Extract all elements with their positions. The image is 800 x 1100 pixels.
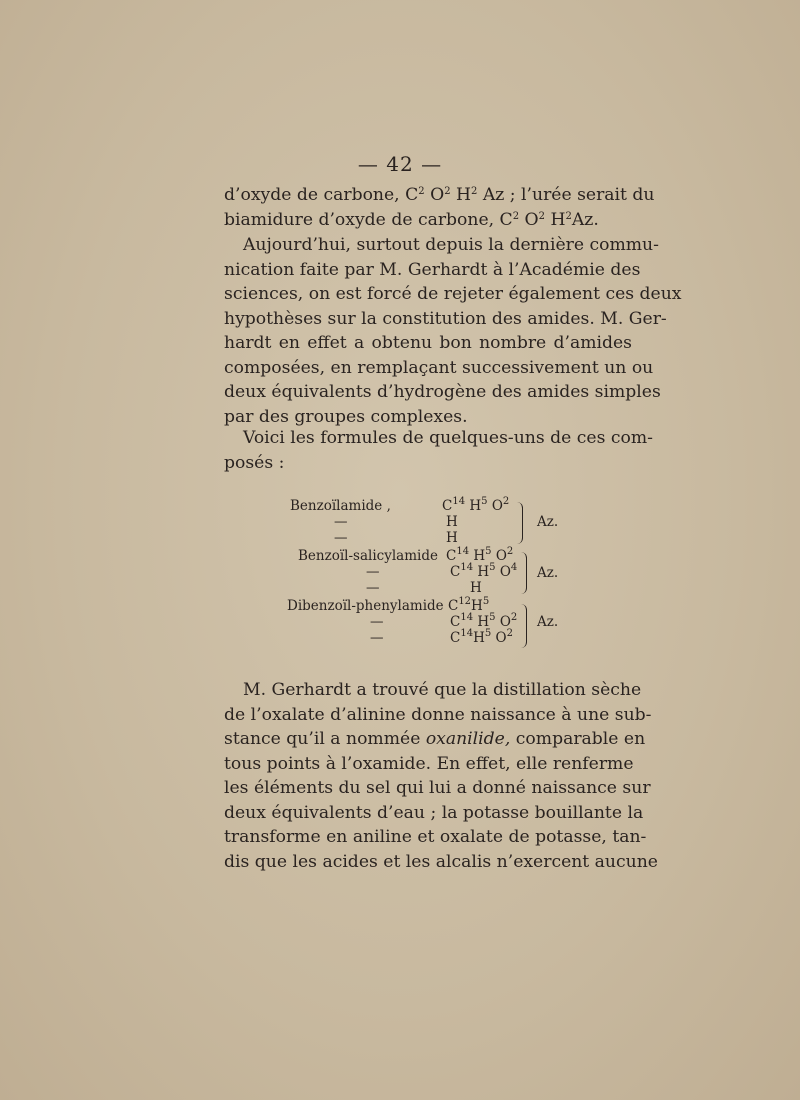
ditto-dash: — <box>334 530 348 546</box>
ditto-dash: — <box>370 630 384 646</box>
text-line: hardt en effet a obtenu bon nombre d’amides <box>224 333 632 353</box>
ditto-dash: — <box>366 564 380 580</box>
brace <box>518 552 527 594</box>
formula-row: $C^{14}H^5$ $O^2$ <box>450 628 513 646</box>
text-line: tous points à l’oxamide. En effet, elle renferme <box>224 753 634 774</box>
text-line: Voici les formules de quelques-uns de ces com- <box>243 428 653 448</box>
formula-name: Dibenzoïl-phenylamide $C^{12}H^5$ <box>287 596 490 614</box>
formula-row: $C^{14}$ $H^5$ $O^4$ <box>450 562 518 580</box>
formula-row: $C^{14}$ $H^5$ $O^2$ <box>442 496 510 514</box>
italic-term: oxanilide, <box>425 729 511 749</box>
text-line: transforme en aniline et oxalate de potasse, tan- <box>224 827 647 847</box>
text-line: Aujourd’hui, surtout depuis la dernière commu- <box>243 235 659 255</box>
text-line: les éléments du sel qui lui a donné naissance sur <box>224 778 651 798</box>
text-line: deux équivalents d’eau ; la potasse bouillante la <box>224 802 644 823</box>
text-line: d’oxyde de carbone, $C^2$ $O^2$ $H^2$ Az ; l’urée serait du <box>224 185 655 205</box>
formula-row: H <box>470 580 482 596</box>
page-number: — 42 — <box>357 152 443 176</box>
brace <box>514 502 523 544</box>
ditto-dash: — <box>370 614 384 630</box>
formula-row: $C^{14}$ $H^5$ $O^2$ <box>450 612 518 630</box>
text-line: composées, en remplaçant successivement un ou <box>224 357 654 378</box>
formula-row: H <box>446 514 458 530</box>
text-line: M. Gerhardt a trouvé que la distillation sèche <box>243 680 642 700</box>
text-line: sciences, on est forcé de rejeter également ces deux <box>224 284 682 304</box>
text-line: nication faite par M. Gerhardt à l’Académie des <box>224 259 641 280</box>
text-line: hypothèses sur la constitution des amides. M. Ger- <box>224 308 667 329</box>
formula-row: $C^{14}$ $H^5$ $O^2$ <box>446 546 514 564</box>
text-line: par des groupes complexes. <box>224 406 468 427</box>
text-line: deux équivalents d’hydrogène des amides simples <box>224 382 661 402</box>
formula-name: Benzoïl-salicylamide <box>298 548 438 564</box>
formula-row: H <box>446 530 458 546</box>
text-line: stance qu’il a nommée oxanilide, comparable en <box>224 729 646 749</box>
paragraph-4 <box>224 678 658 874</box>
formula-suffix: Az. <box>537 565 559 581</box>
ditto-dash: — <box>366 580 380 596</box>
text-line: dis que les acides et les alcalis n’exercent aucune <box>224 851 658 872</box>
ditto-dash: — <box>334 514 348 530</box>
text-line: posés : <box>224 452 285 473</box>
text-line: de l’oxalate d’alinine donne naissance à une sub- <box>224 704 652 725</box>
formula-suffix: Az. <box>537 514 559 530</box>
brace <box>518 604 527 648</box>
formula-suffix: Az. <box>537 614 559 630</box>
formula-name: Benzoïlamide , <box>290 498 391 514</box>
text-line: biamidure d’oxyde de carbone, $C^2$ $O^2$ $H^2Az$. <box>224 209 599 230</box>
